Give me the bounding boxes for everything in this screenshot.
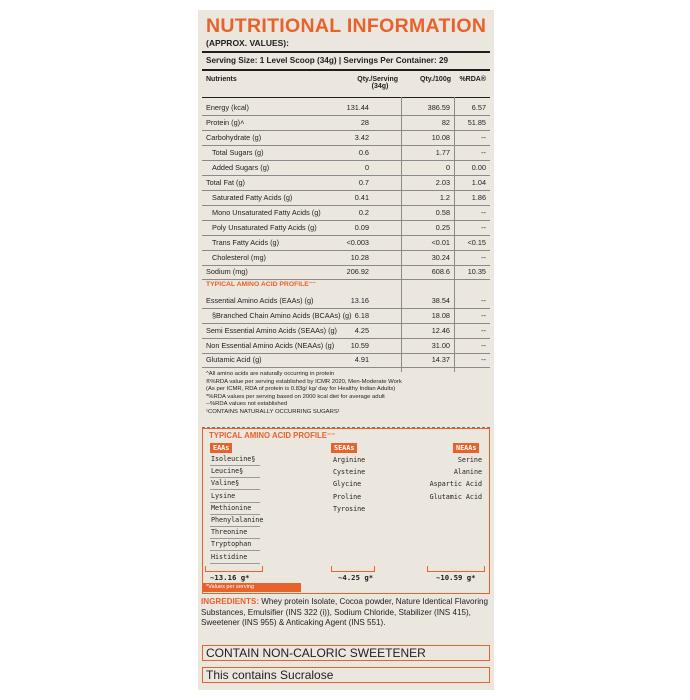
seaa-name: Arginine [333, 456, 366, 464]
qty-per-100g: 1.2 [439, 193, 450, 202]
neaa-name: Alanine [453, 468, 482, 477]
list-item [210, 465, 260, 478]
footnote: (As per ICMR, RDA of protein is 0.83g/ kg/ day for Healthy Indian Adults) [206, 386, 396, 393]
header-nutrients: Nutrients [206, 76, 237, 83]
neaa-total: ~10.59 g* [436, 573, 476, 582]
rda-percent: -- [481, 223, 486, 232]
header-per-100g: Qty./100g [420, 76, 451, 83]
qty-per-100g: 30.24 [431, 253, 450, 262]
rda-percent: <0.15 [467, 238, 486, 247]
qty-per-serving: 10.28 [350, 253, 369, 262]
table-row [202, 220, 490, 236]
footnote: *%RDA values per serving based on 2000 kcal diet for average adult [206, 393, 385, 400]
rda-percent: 1.86 [471, 193, 486, 202]
eaa-name: Histidine [211, 552, 248, 561]
nutrient-name: Sodium (mg) [206, 267, 248, 276]
qty-per-serving: 28 [360, 118, 369, 127]
divider [202, 69, 490, 71]
qty-per-serving: 4.25 [354, 326, 369, 335]
qty-per-100g: 12.46 [431, 326, 450, 335]
label-subtitle: (APPROX. VALUES): [206, 38, 289, 48]
ingredients-label: INGREDIENTS: [201, 597, 260, 606]
qty-per-100g: <0.01 [431, 238, 450, 247]
table-row [202, 115, 490, 131]
seaa-badge: SEAAs [331, 443, 357, 453]
list-item [210, 551, 260, 564]
qty-per-serving: <0.003 [346, 238, 369, 247]
amino-section-label: TYPICAL AMINO ACID PROFILE⁻⁻ [206, 281, 317, 288]
qty-per-100g: 38.54 [431, 296, 450, 305]
amino-profile-title: TYPICAL AMINO ACID PROFILE⁻⁻ [209, 431, 336, 440]
qty-per-100g: 18.08 [431, 311, 450, 320]
list-item [210, 490, 260, 503]
qty-per-serving: 131.44 [346, 103, 369, 112]
table-row [202, 352, 490, 368]
rda-percent: -- [481, 296, 486, 305]
header-per-serving [350, 76, 398, 90]
table-row [202, 100, 490, 116]
qty-per-100g: 14.37 [431, 355, 450, 364]
list-item [210, 538, 260, 551]
qty-per-serving: 13.16 [350, 296, 369, 305]
qty-per-serving: 10.59 [350, 341, 369, 350]
list-item [210, 502, 260, 515]
footnote: ^All amino acids are naturally occurring in protein [206, 371, 335, 377]
list-item [210, 477, 260, 490]
eaa-name: Threonine [211, 528, 248, 537]
ingredients [201, 597, 489, 629]
list-item [210, 526, 260, 539]
qty-per-serving: 0.2 [358, 208, 369, 217]
header-per-serving-label: Qty./Serving [357, 76, 398, 83]
neaa-name: Aspartic Acid [429, 480, 482, 489]
qty-per-serving: 6.18 [354, 311, 369, 320]
footnotes [206, 371, 402, 417]
nutrient-name: Non Essential Amino Acids (NEAAs) (g) [206, 341, 335, 350]
table-row [202, 160, 490, 176]
eaa-name: Phenylalanine [211, 516, 264, 524]
nutrient-name: Carbohydrate (g) [206, 133, 262, 142]
seaa-name: Tyrosine [333, 504, 366, 513]
ingredients-text: Whey protein Isolate, Cocoa powder, Nature Identical Flavoring Substances, Emulsifier (INS 322 (i)), Sodium Chloride, Stabilizer (INS 415), Sweetener (INS 955) & Anticaking Agent (INS 551). [201, 597, 489, 628]
nutrient-name: Total Fat (g) [206, 178, 245, 187]
qty-per-100g: 10.08 [431, 133, 450, 142]
qty-per-100g: 82 [441, 118, 450, 127]
qty-per-serving: 0 [364, 163, 369, 172]
rda-percent: 10.35 [467, 267, 486, 276]
nutrient-name: Essential Amino Acids (EAAs) (g) [206, 296, 314, 305]
eaa-name: Leucine§ [211, 467, 244, 476]
eaa-name: Valine§ [211, 479, 240, 488]
sucralose-notice: This contains Sucralose [202, 667, 490, 683]
qty-per-serving: 206.92 [346, 267, 369, 276]
rda-percent: -- [481, 326, 486, 335]
rda-percent: -- [481, 253, 486, 262]
nutrient-name: Glutamic Acid (g) [206, 355, 262, 364]
table-row [202, 264, 490, 280]
nutrient-name: §Branched Chain Amino Acids (BCAAs) (g) [212, 311, 352, 320]
seaa-name: Proline [333, 492, 362, 501]
rda-percent: 0.00 [471, 163, 486, 172]
neaa-name: Serine [457, 456, 482, 464]
table-row [202, 130, 490, 146]
table-row [202, 235, 490, 251]
nutrient-name: Added Sugars (g) [212, 163, 270, 172]
qty-per-100g: 31.00 [431, 341, 450, 350]
nutrient-name: Semi Essential Amino Acids (SEAAs) (g) [206, 326, 337, 335]
nutrient-name: Protein (g)˄ [206, 118, 245, 127]
nutrient-name: Trans Fatty Acids (g) [212, 238, 280, 247]
qty-per-100g: 0.25 [435, 223, 450, 232]
qty-per-serving: 0.41 [354, 193, 369, 202]
neaa-bracket [427, 566, 485, 572]
qty-per-100g: 0 [445, 163, 450, 172]
neaa-badge: NEAAs [453, 443, 479, 453]
qty-per-serving: 4.91 [354, 355, 369, 364]
rda-percent: -- [481, 355, 486, 364]
eaa-name: Tryptophan [211, 540, 252, 549]
seaa-total: ~4.25 g* [338, 573, 374, 582]
eaa-badge: EAAs [210, 443, 232, 453]
serving-info: Serving Size: 1 Level Scoop (34g) | Servings Per Container: 29 [206, 56, 449, 65]
list-item [210, 514, 264, 527]
rda-percent: -- [481, 208, 486, 217]
qty-per-serving: 3.42 [354, 133, 369, 142]
table-row [202, 293, 490, 309]
qty-per-100g: 608.6 [431, 267, 450, 276]
nutrient-name: Mono Unsaturated Fatty Acids (g) [212, 208, 321, 217]
divider [202, 51, 490, 53]
eaa-name: Methionine [211, 503, 252, 512]
values-per-serving-note: *Values per serving [203, 583, 301, 592]
eaa-name: Lysine [211, 491, 236, 500]
qty-per-serving: 0.7 [358, 178, 369, 187]
nutrient-name: Cholesterol (mg) [212, 253, 266, 262]
qty-per-100g: 2.03 [435, 178, 450, 187]
header-per-serving-sub: (34g) [371, 83, 389, 90]
nutrient-name: Energy (kcal) [206, 103, 249, 112]
label-title: NUTRITIONAL INFORMATION [206, 15, 487, 37]
rda-percent: -- [481, 311, 486, 320]
footnote: --%RDA values not established [206, 401, 288, 408]
table-row [202, 175, 490, 191]
table-row [202, 323, 490, 339]
rda-percent: -- [481, 148, 486, 157]
rda-percent: 6.57 [471, 103, 486, 112]
divider [202, 97, 490, 98]
qty-per-100g: 386.59 [427, 103, 450, 112]
eaa-total: ~13.16 g* [210, 573, 250, 582]
rda-percent: 51.85 [467, 118, 486, 127]
nutrient-name: Saturated Fatty Acids (g) [212, 193, 293, 202]
footnote: ¹CONTAINS NATURALLY OCCURRING SUGARS¹ [206, 408, 340, 415]
rda-percent: -- [481, 133, 486, 142]
rda-percent: 1.04 [471, 178, 486, 187]
qty-per-100g: 0.58 [435, 208, 450, 217]
table-row [202, 145, 490, 161]
eaa-name: Isoleucine§ [211, 455, 256, 463]
nutrient-name: Total Sugars (g) [212, 148, 264, 157]
nutrient-name: Poly Unsaturated Fatty Acids (g) [212, 223, 317, 232]
qty-per-serving: 0.6 [358, 148, 369, 157]
sweetener-notice: CONTAIN NON-CALORIC SWEETENER [202, 645, 490, 661]
seaa-bracket [331, 566, 375, 572]
table-row [202, 205, 490, 221]
header-rda: %RDA® [459, 76, 486, 83]
seaa-name: Cysteine [333, 468, 366, 477]
table-row [202, 190, 490, 206]
seaa-name: Glycine [333, 480, 362, 489]
table-row [202, 308, 490, 324]
rda-percent: -- [481, 341, 486, 350]
list-item [210, 453, 260, 466]
qty-per-100g: 1.77 [435, 148, 450, 157]
qty-per-serving: 0.09 [354, 223, 369, 232]
footnote: ®%RDA value per serving established by ICMR 2020, Men-Moderate Work [206, 378, 402, 385]
neaa-name: Glutamic Acid [429, 492, 482, 501]
eaa-bracket [205, 566, 263, 572]
